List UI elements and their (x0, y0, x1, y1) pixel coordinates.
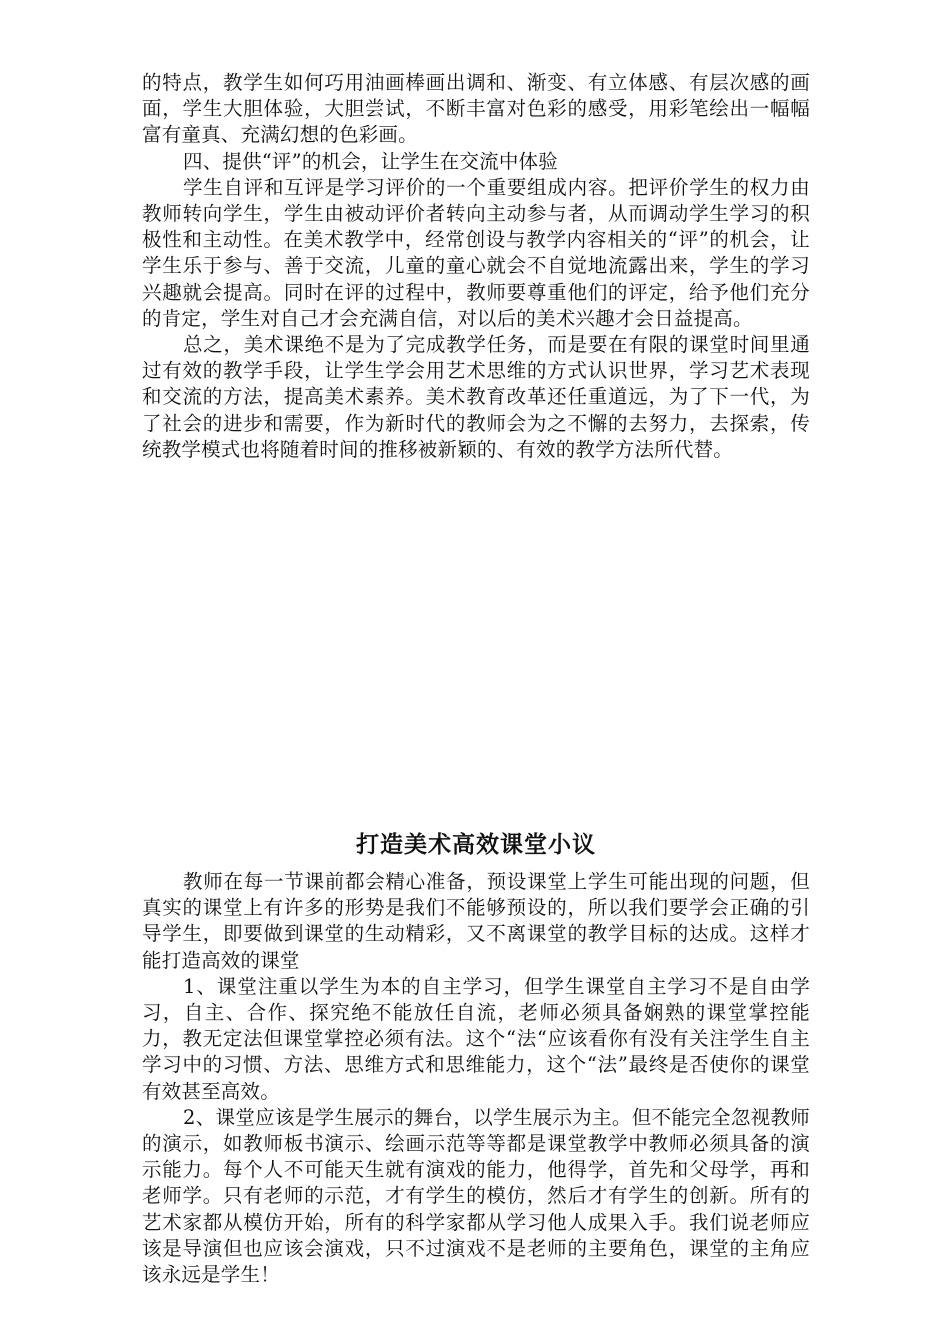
paragraph-point-one: 1、课堂注重以学生为本的自主学习，但学生课堂自主学习不是自由学习，自主、合作、探究绝不能放任自流，老师必须具备娴熟的课堂掌控能力，教无定法但课堂掌控必须有法。这个“法“应该看你有没有关注学生自主学习中的习惯、方法、思维方式和思维能力，这个“法”最终是否使你的课堂有效甚至高效。 (142, 974, 810, 1103)
paragraph-point-two: 2、课堂应该是学生展示的舞台，以学生展示为主。但不能完全忽视教师的演示，如教师板书演示、绘画示范等等都是课堂教学中教师必须具备的演示能力。每个人不可能天生就有演戏的能力，他得学，首先和父母学，再和老师学。只有老师的示范，才有学生的模仿，然后才有学生的创新。所有的艺术家都从模仿开始，所有的科学家都从学习他人成果入手。我们说老师应该是导演但也应该会演戏，只不过演戏不是老师的主要角色，课堂的主角应该永远是学生！ (142, 1105, 810, 1287)
paragraph-continuation: 的特点，教学生如何巧用油画棒画出调和、渐变、有立体感、有层次感的画面，学生大胆体验，大胆尝试，不断丰富对色彩的感受，用彩笔绘出一幅幅富有童真、充满幻想的色彩画。 (142, 71, 810, 147)
article-body (142, 869, 810, 1288)
paragraph-intro: 教师在每一节课前都会精心准备，预设课堂上学生可能出现的问题，但真实的课堂上有许多的形势是我们不能够预设的，所以我们要学会正确的引导学生，即要做到课堂的生动精彩，又不离课堂的教学目标的达成。这样才能打造高效的课堂 (142, 870, 810, 972)
previous-article-continuation (142, 70, 810, 463)
paragraph-conclusion: 总之，美术课绝不是为了完成教学任务，而是要在有限的课堂时间里通过有效的教学手段，让学生学会用艺术思维的方式认识世界，学习艺术表现和交流的方法，提高美术素养。美术教育改革还任重道远，为了下一代，为了社会的进步和需要，作为新时代的教师会为之不懈的去努力，去探索，传统教学模式也将随着时间的推移被新颖的、有效的教学方法所代替。 (142, 333, 810, 461)
section-heading-four: 四、提供“评”的机会，让学生在交流中体验 (183, 149, 558, 173)
paragraph-evaluation: 学生自评和互评是学习评价的一个重要组成内容。把评价学生的权力由教师转向学生，学生由被动评价者转向主动参与者，从而调动学生学习的积极性和主动性。在美术教学中，经常创设与教学内容相关的“评”的机会，让学生乐于参与、善于交流，儿童的童心就会不自觉地流露出来，学生的学习兴趣就会提高。同时在评的过程中，教师要尊重他们的评定，给予他们充分的肯定，学生对自己才会充满自信，对以后的美术兴趣才会日益提高。 (142, 175, 810, 330)
article-title: 打造美术高效课堂小议 (356, 832, 596, 858)
